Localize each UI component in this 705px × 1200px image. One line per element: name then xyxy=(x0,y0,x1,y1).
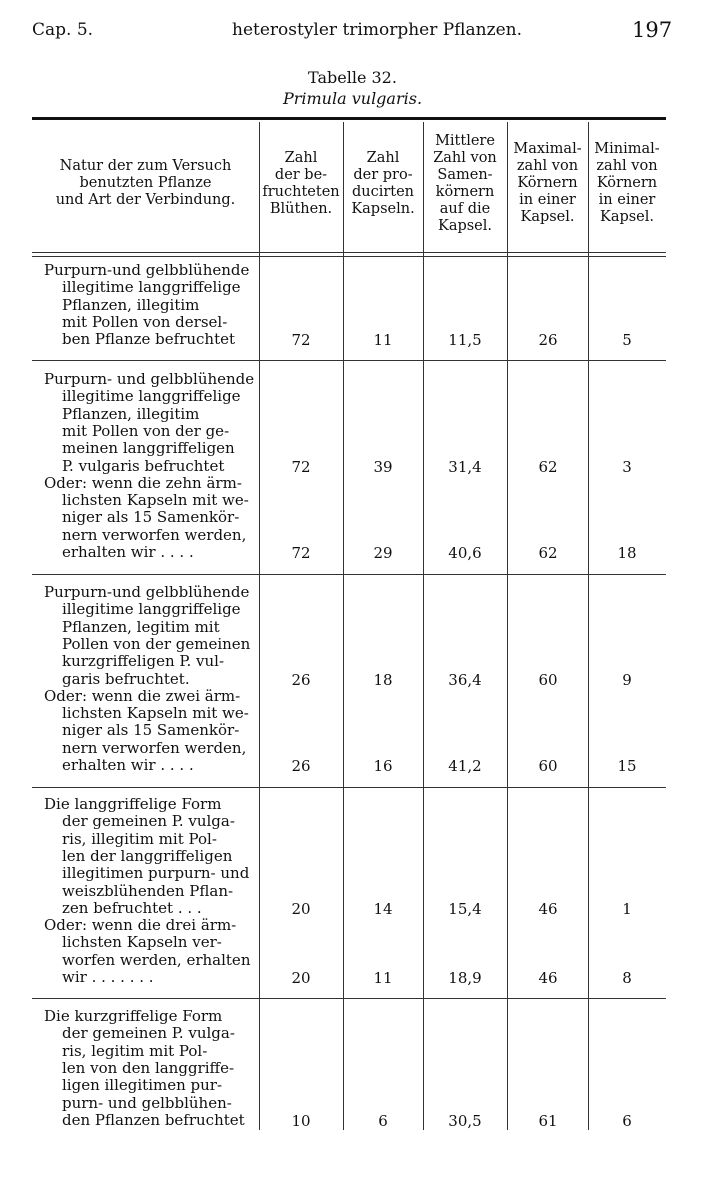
table-cell: 11 xyxy=(373,969,393,987)
table-cell: 11,5 xyxy=(448,331,482,350)
group-divider xyxy=(32,998,666,999)
description-line: meinen langgriffeligen xyxy=(62,439,235,458)
description-line: illegitimen purpurn- und xyxy=(62,864,250,883)
column-header-line: zahl von xyxy=(596,158,658,174)
page-number: 197 xyxy=(632,18,673,42)
description-line: nern verworfen werden, xyxy=(62,738,247,757)
description-line: Pflanzen, illegitim xyxy=(62,404,200,423)
description-line: Pollen von der gemeinen xyxy=(62,634,251,653)
description-line: lichsten Kapseln mit we- xyxy=(62,491,249,510)
description-line: nern verworfen werden, xyxy=(62,525,247,544)
table-cell: 60 xyxy=(538,757,558,775)
column-header-line: Kapsel. xyxy=(437,218,493,234)
description-line: Die langgriffelige Form xyxy=(44,795,222,813)
table-cell: 26 xyxy=(291,670,311,689)
description-line: illegitime langgriffelige xyxy=(62,387,241,406)
column-divider xyxy=(588,122,589,1130)
description-line: mit Pollen von der ge- xyxy=(62,421,230,440)
description-line: ben Pflanze befruchtet xyxy=(62,330,236,349)
table-cell: 60 xyxy=(538,670,558,689)
description-line: lichsten Kapseln ver- xyxy=(62,933,222,952)
column-header-line: und Art der Verbindung. xyxy=(55,192,236,208)
column-header xyxy=(507,141,588,226)
column-header-line: benutzten Pflanze xyxy=(79,175,212,191)
table-cell: 36,4 xyxy=(448,670,482,689)
column-header xyxy=(588,141,666,226)
column-divider xyxy=(259,122,260,1130)
description-line: ris, legitim mit Pol- xyxy=(62,1041,208,1060)
column-header-line: Samen- xyxy=(437,167,493,183)
description-line: illegitime langgriffelige xyxy=(62,278,241,297)
description-line: lichsten Kapseln mit we- xyxy=(62,704,249,723)
group-divider xyxy=(32,574,666,575)
table-cell: 16 xyxy=(373,757,393,775)
group-divider xyxy=(32,787,666,788)
table-cell: 20 xyxy=(291,899,311,918)
description-line: niger als 15 Samenkör- xyxy=(62,721,240,740)
column-header-line: Zahl von xyxy=(433,150,497,166)
description-line: wir . . . . . . . xyxy=(62,968,154,986)
table-cell: 72 xyxy=(291,457,311,476)
table-cell: 62 xyxy=(538,544,558,562)
column-header-line: körnern xyxy=(435,184,495,200)
running-head: heterostyler trimorpher Pflanzen. xyxy=(232,20,522,40)
description-line: worfen werden, erhalten xyxy=(62,950,251,969)
column-divider xyxy=(343,122,344,1130)
table-cell: 46 xyxy=(538,899,558,918)
table-cell: 72 xyxy=(291,331,311,350)
column-header-line: Kapseln. xyxy=(351,201,415,217)
description-line: illegitime langgriffelige xyxy=(62,600,241,619)
description-line: garis befruchtet. xyxy=(62,669,190,688)
column-header-line: auf die xyxy=(439,201,491,217)
description-line: Die kurzgriffelige Form xyxy=(44,1007,223,1025)
description-line: weiszblühenden Pflan- xyxy=(62,881,234,900)
table-subtitle: Primula vulgaris. xyxy=(282,89,423,108)
column-header-line: Mittlere xyxy=(435,133,495,149)
table-cell: 5 xyxy=(622,331,632,350)
description-line: ligen illegitimen pur- xyxy=(62,1076,223,1095)
table-cell: 10 xyxy=(291,1111,311,1130)
table-cell: 61 xyxy=(538,1111,558,1130)
table-cell: 72 xyxy=(291,544,311,562)
column-header-line: Zahl xyxy=(366,150,400,166)
table-cell: 26 xyxy=(538,331,558,350)
table-cell: 31,4 xyxy=(448,457,482,476)
column-header xyxy=(423,133,507,235)
table-cell: 30,5 xyxy=(448,1111,482,1130)
column-header-line: Kapsel. xyxy=(520,209,575,225)
description-line: Pflanzen, legitim mit xyxy=(62,617,220,636)
column-header-line: in einer xyxy=(598,192,656,208)
column-header-line: der be- xyxy=(274,167,328,183)
table-cell: 9 xyxy=(622,670,632,689)
column-divider xyxy=(507,122,508,1130)
description-line: Oder: wenn die zwei ärm- xyxy=(44,686,241,705)
column-header-line: der pro- xyxy=(353,167,413,183)
chapter-label: Cap. 5. xyxy=(32,20,94,40)
group-divider xyxy=(32,360,666,361)
column-header-line: in einer xyxy=(519,192,576,208)
table-cell: 18,9 xyxy=(448,969,482,987)
column-header-line: Natur der zum Versuch xyxy=(59,158,232,174)
description-line: ris, illegitim mit Pol- xyxy=(62,829,217,848)
table-title: Tabelle 32. xyxy=(308,68,397,87)
table-cell: 46 xyxy=(538,969,558,987)
description-line: mit Pollen von dersel- xyxy=(62,312,228,331)
description-line: purn- und gelbblühen- xyxy=(62,1093,232,1112)
table-cell: 11 xyxy=(373,331,393,350)
column-header-line: Kapsel. xyxy=(599,209,655,225)
column-header-line: Körnern xyxy=(596,175,658,191)
description-line: Oder: wenn die drei ärm- xyxy=(44,916,237,935)
description-line: Purpurn-und gelbblühende xyxy=(44,261,250,279)
table-cell: 39 xyxy=(373,457,393,476)
description-line: der gemeinen P. vulga- xyxy=(62,1024,235,1043)
column-header-line: Minimal- xyxy=(594,141,660,157)
table-cell: 8 xyxy=(622,969,632,987)
column-header xyxy=(32,158,259,209)
description-line: zen befruchtet . . . xyxy=(62,898,202,917)
header-rule-2 xyxy=(32,256,666,257)
description-line: Oder: wenn die zehn ärm- xyxy=(44,473,242,492)
description-line: Pflanzen, illegitim xyxy=(62,295,200,314)
column-divider xyxy=(423,122,424,1130)
description-line: erhalten wir . . . . xyxy=(62,756,194,774)
table-cell: 6 xyxy=(378,1111,388,1130)
description-line: der gemeinen P. vulga- xyxy=(62,812,235,831)
table-cell: 29 xyxy=(373,544,393,562)
description-line: den Pflanzen befruchtet xyxy=(62,1110,245,1129)
column-header-line: fruchteten xyxy=(262,184,340,200)
table-top-rule xyxy=(32,117,666,120)
description-line: Purpurn- und gelbblühende xyxy=(44,370,255,388)
table-cell: 18 xyxy=(617,544,637,562)
table-cell: 1 xyxy=(622,899,632,918)
table-cell: 20 xyxy=(291,969,311,987)
column-header-line: zahl von xyxy=(516,158,579,174)
table-cell: 18 xyxy=(373,670,393,689)
description-line: len der langgriffeligen xyxy=(62,846,233,865)
description-line: niger als 15 Samenkör- xyxy=(62,508,240,527)
table-cell: 26 xyxy=(291,757,311,775)
column-header-line: Maximal- xyxy=(513,141,582,157)
column-header xyxy=(259,150,343,218)
table-cell: 14 xyxy=(373,899,393,918)
description-line: erhalten wir . . . . xyxy=(62,543,194,561)
column-header-line: ducirten xyxy=(351,184,415,200)
description-line: P. vulgaris befruchtet xyxy=(62,456,225,475)
description-line: kurzgriffeligen P. vul- xyxy=(62,652,225,671)
table-cell: 3 xyxy=(622,457,632,476)
table-cell: 15 xyxy=(617,757,637,775)
table-cell: 15,4 xyxy=(448,899,482,918)
description-line: Purpurn-und gelbblühende xyxy=(44,583,250,601)
column-header-line: Blüthen. xyxy=(269,201,333,217)
table-cell: 62 xyxy=(538,457,558,476)
table-cell: 6 xyxy=(622,1111,632,1130)
header-rule-1 xyxy=(32,252,666,253)
column-header xyxy=(343,150,423,218)
table-cell: 41,2 xyxy=(448,757,482,775)
description-line: len von den langgriffe- xyxy=(62,1058,235,1077)
table-cell: 40,6 xyxy=(448,544,482,562)
column-header-line: Körnern xyxy=(517,175,578,191)
column-header-line: Zahl xyxy=(284,150,318,166)
